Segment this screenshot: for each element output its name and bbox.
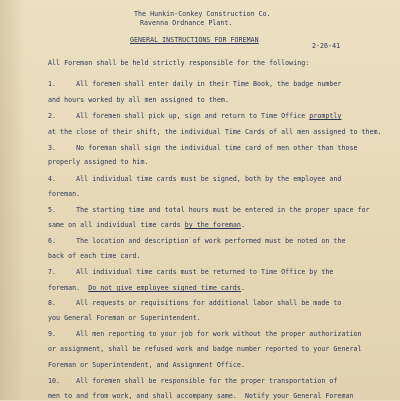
item-2-emphasis: promptly <box>309 112 342 120</box>
item-2-text: 2. All foremen shall pick up, sign and return to Time Office <box>48 112 310 120</box>
item-7-line-1: 7. All individual time cards must be returned to Time Office by the <box>48 268 334 276</box>
item-7-text: foreman. <box>48 284 89 292</box>
item-2-line-1 <box>48 112 341 121</box>
intro-text: All Foreman shall be held strictly responsible for the following: <box>48 59 310 67</box>
item-5-line-2 <box>48 221 245 230</box>
item-7-period: . <box>240 284 245 292</box>
item-1-line-2: and hours worked by all men assigned to them. <box>48 96 229 104</box>
item-4-line-1: 4. All individual time cards must be signed, both by the employee and <box>48 175 342 183</box>
item-7-line-2 <box>48 284 245 293</box>
item-6-line-1: 6. The location and description of work performed must be noted on the <box>48 237 346 245</box>
document-date: 2-26-41 <box>312 42 341 50</box>
page-edge-shadow <box>0 0 26 400</box>
item-1-line-1: 1. All foremen shall enter daily in their Time Book, the badge number <box>48 80 342 88</box>
item-4-line-2: foreman. <box>48 190 81 198</box>
item-9-line-1: 9. All men reporting to your job for work without the proper authorization <box>48 330 362 338</box>
item-7-emphasis: Do not give employee signed time cards <box>88 284 241 292</box>
item-8-line-2: you General Foreman or Superintendent. <box>48 314 201 322</box>
company-name: The Hunkin-Conkey Construction Co. <box>134 10 271 18</box>
item-3-line-2: properly assigned to him. <box>48 158 149 166</box>
item-9-line-2: or assignment, shall be refused work and badge number reported to your General <box>48 345 362 353</box>
item-5-emphasis: by the foreman <box>184 221 241 229</box>
item-5-period: . <box>240 221 245 229</box>
document-title: GENERAL INSTRUCTIONS FOR FOREMAN <box>130 36 259 44</box>
item-8-line-1: 8. All requests or requisitions for additional labor shall be made to <box>48 299 342 307</box>
item-10-line-2: men to and from work, and shall accompany same. Notify your General Foreman <box>48 392 354 400</box>
item-2-line-2: at the close of their shift, the individual Time Cards of all men assigned to them. <box>48 128 382 136</box>
item-9-line-3: Foreman or Superintendent, and Assignment Office. <box>48 361 245 369</box>
item-5-text: same on all individual time cards <box>48 221 185 229</box>
plant-name: Ravenna Ordnance Plant. <box>140 19 233 27</box>
item-10-line-1: 10. All foremen shall be responsible for the proper transportation of <box>48 377 338 385</box>
item-3-line-1: 3. No foreman shall sign the individual time card of men other than those <box>48 144 358 152</box>
item-6-line-2: back of each time card. <box>48 252 141 260</box>
item-5-line-1: 5. The starting time and total hours must be entered in the proper space for <box>48 206 370 214</box>
